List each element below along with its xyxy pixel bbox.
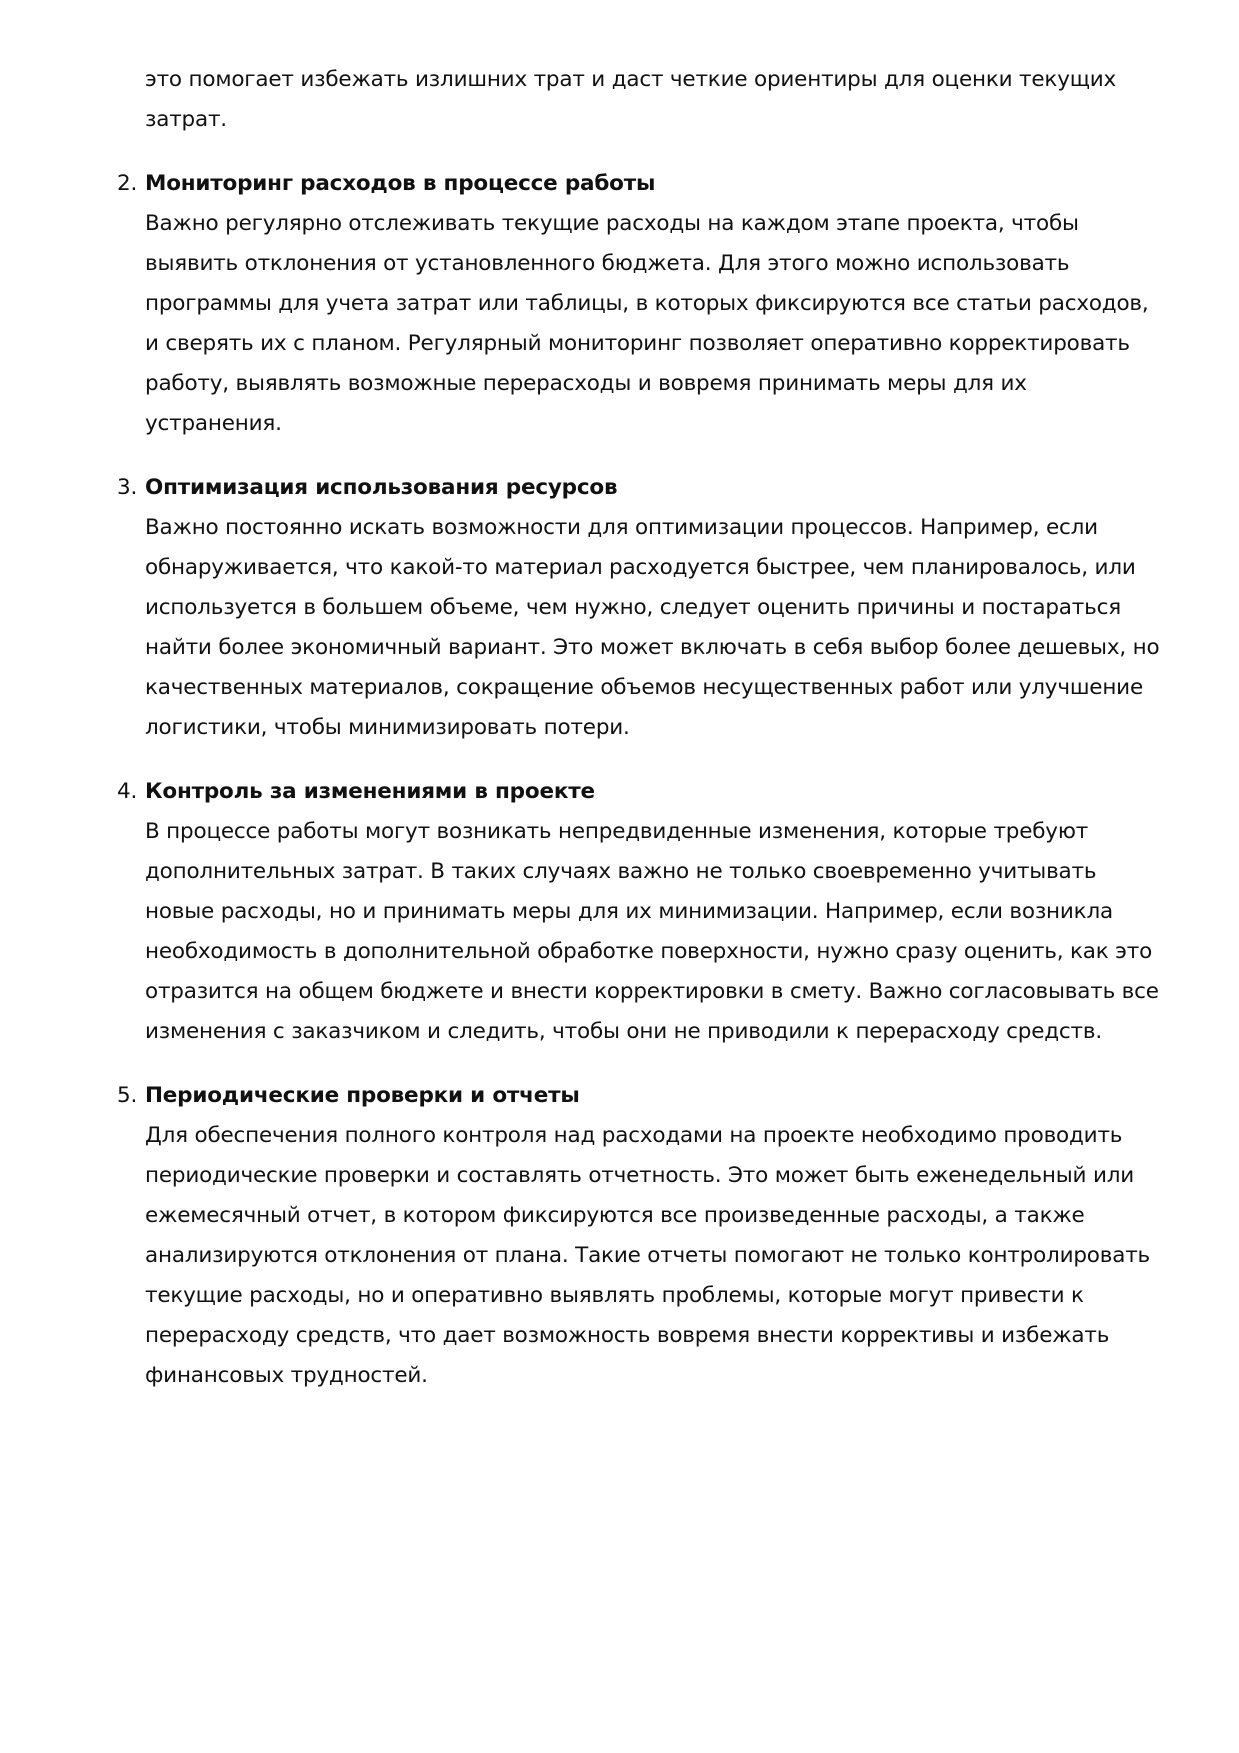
list-item	[117, 772, 1165, 1052]
list-item-body: Важно регулярно отслеживать текущие расходы на каждом этапе проекта, чтобы выявить отклонения от установленного бюджета. Для этого можно использовать программы для учета затрат или таблицы, в которых фиксируются все статьи расходов, и сверять их с планом. Регулярный мониторинг позволяет оперативно корректировать работу, выявлять возможные перерасходы и вовремя принимать меры для их устранения.	[145, 211, 1149, 436]
list-item-number: 4.	[117, 779, 138, 804]
list-item-title: Мониторинг расходов в процессе работы	[145, 171, 656, 196]
continuation-paragraph: это помогает избежать излишних трат и даст четкие ориентиры для оценки текущих затрат.	[145, 67, 1117, 132]
list-item-title: Периодические проверки и отчеты	[145, 1083, 580, 1108]
list-item	[117, 1076, 1165, 1396]
list-item-body: В процессе работы могут возникать непредвиденные изменения, которые требуют дополнительных затрат. В таких случаях важно не только своевременно учитывать новые расходы, но и принимать меры для их минимизации. Например, если возникла необходимость в дополнительной обработке поверхности, нужно сразу оценить, как это отразится на общем бюджете и внести корректировки в смету. Важно согласовывать все изменения с заказчиком и следить, чтобы они не приводили к перерасходу средств.	[145, 819, 1159, 1044]
list-item	[117, 164, 1165, 444]
list-item-body: Важно постоянно искать возможности для оптимизации процессов. Например, если обнаруживается, что какой-то материал расходуется быстрее, чем планировалось, или используется в большем объеме, чем нужно, следует оценить причины и постараться найти более экономичный вариант. Это может включать в себя выбор более дешевых, но качественных материалов, сокращение объемов несущественных работ или улучшение логистики, чтобы минимизировать потери.	[145, 515, 1160, 740]
document-content	[117, 60, 1165, 1420]
list-item-body: Для обеспечения полного контроля над расходами на проекте необходимо проводить периодические проверки и составлять отчетность. Это может быть еженедельный или ежемесячный отчет, в котором фиксируются все произведенные расходы, а также анализируются отклонения от плана. Такие отчеты помогают не только контролировать текущие расходы, но и оперативно выявлять проблемы, которые могут привести к перерасходу средств, что дает возможность вовремя внести коррективы и избежать финансовых трудностей.	[145, 1123, 1150, 1388]
list-item	[117, 468, 1165, 748]
list-item-title: Контроль за изменениями в проекте	[145, 779, 595, 804]
list-item-number: 5.	[117, 1083, 138, 1108]
list-item-number: 2.	[117, 171, 138, 196]
list-item-title: Оптимизация использования ресурсов	[145, 475, 618, 500]
list-item-number: 3.	[117, 475, 138, 500]
